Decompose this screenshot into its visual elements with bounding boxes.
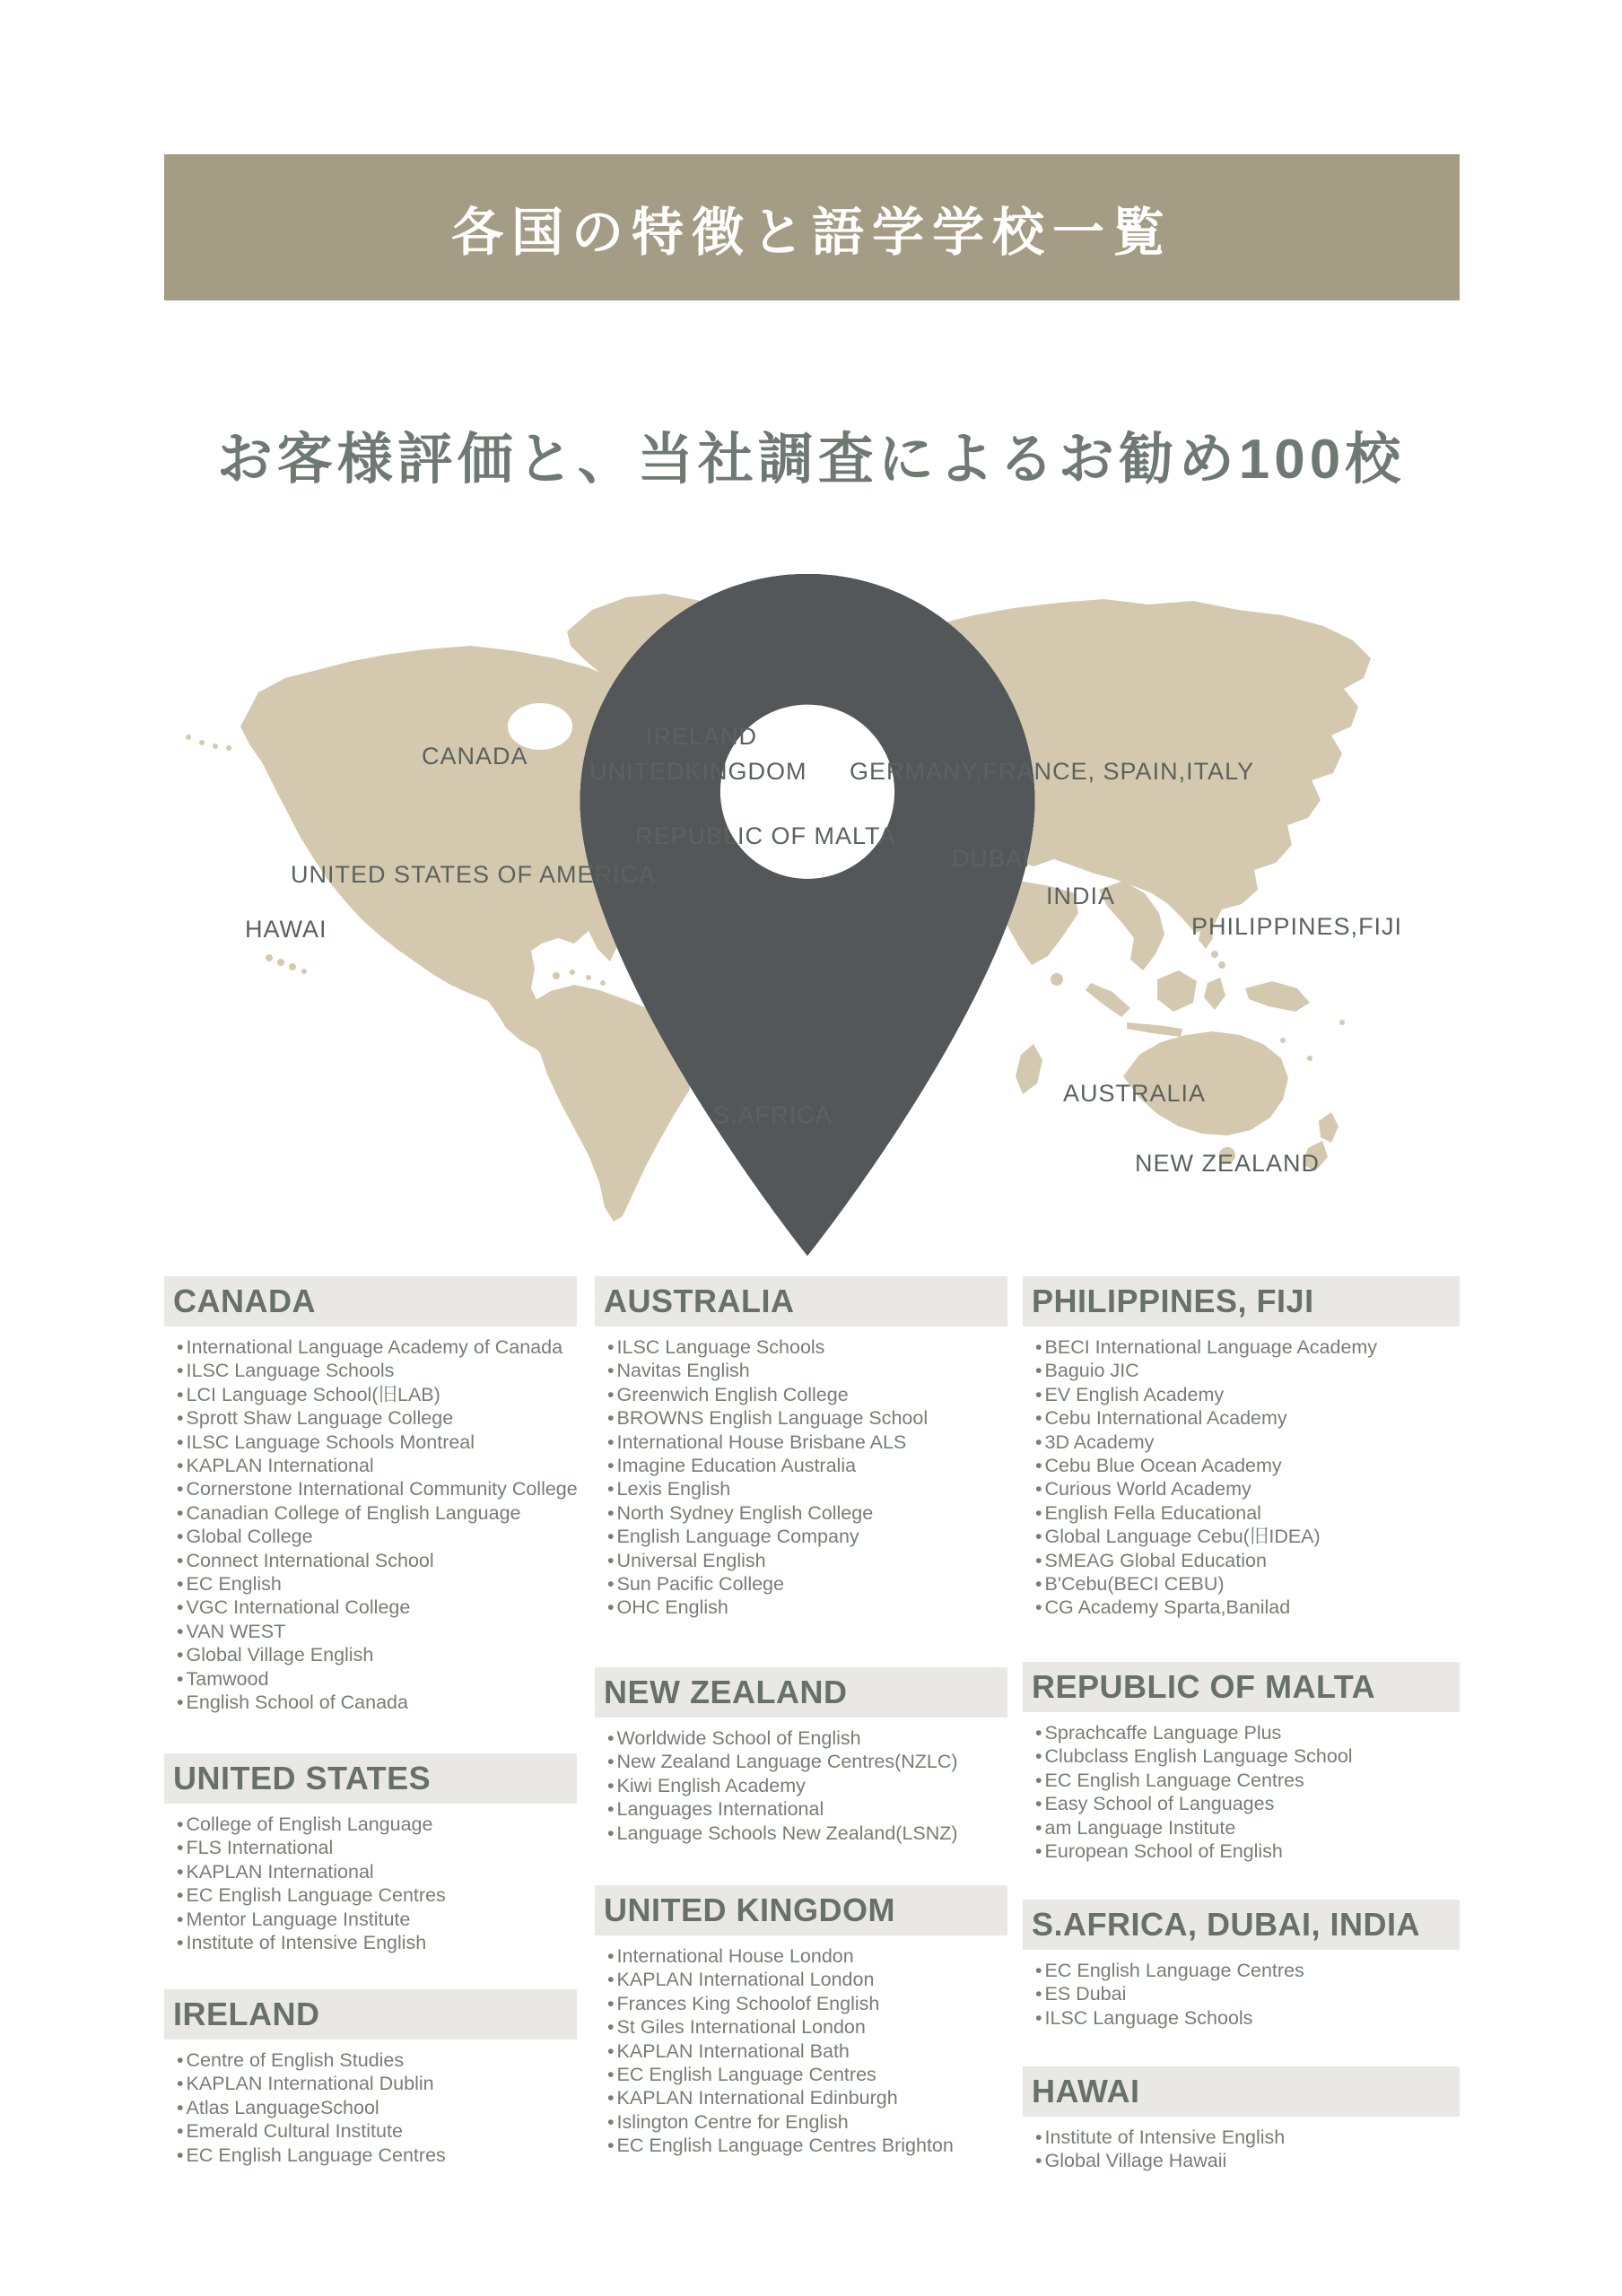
- section-australia: [595, 1276, 1007, 1620]
- section-header-australia: [595, 1276, 1007, 1326]
- school-item: • English School of Canada: [177, 1691, 577, 1714]
- map-label-australia: AUSTRALIA: [1063, 1080, 1207, 1107]
- school-item: • KAPLAN International: [177, 1454, 577, 1477]
- map-label-ireland: IRELAND: [646, 723, 758, 750]
- map-label-canada: CANADA: [422, 743, 528, 770]
- school-item: • Global College: [177, 1525, 577, 1548]
- section-header-canada: [164, 1276, 577, 1326]
- map-label-hawai: HAWAI: [245, 916, 327, 943]
- school-item: • Curious World Academy: [1035, 1477, 1460, 1500]
- school-list-hawai: [1023, 2126, 1460, 2173]
- school-item: • EC English Language Centres: [607, 2063, 1007, 2086]
- section-title: CANADA: [173, 1283, 316, 1319]
- section-title: HAWAI: [1032, 2073, 1140, 2109]
- school-item: • Navitas English: [607, 1359, 1007, 1382]
- school-item: • KAPLAN International Dublin: [177, 2072, 577, 2095]
- school-item: • 3D Academy: [1035, 1431, 1460, 1454]
- school-item: • Imagine Education Australia: [607, 1454, 1007, 1477]
- school-item: • FLS International: [177, 1836, 577, 1859]
- school-item: • Baguio JIC: [1035, 1359, 1460, 1382]
- school-item: • ILSC Language Schools: [607, 1335, 1007, 1359]
- school-item: • Easy School of Languages: [1035, 1792, 1460, 1815]
- section-republic-of-malta: [1023, 1662, 1460, 1863]
- school-item: • International Language Academy of Canada: [177, 1335, 577, 1359]
- world-map: [126, 574, 1489, 1256]
- section-header-united-states: [164, 1753, 577, 1804]
- school-item: • Emerald Cultural Institute: [177, 2119, 577, 2143]
- school-item: • Global Village English: [177, 1643, 577, 1666]
- school-item: • ES Dubai: [1035, 1982, 1460, 2005]
- section-title: REPUBLIC OF MALTA: [1032, 1668, 1376, 1705]
- school-item: • Kiwi English Academy: [607, 1774, 1007, 1797]
- section-united-states: [164, 1753, 577, 1954]
- school-item: • Cebu Blue Ocean Academy: [1035, 1454, 1460, 1477]
- school-item: • Language Schools New Zealand(LSNZ): [607, 1822, 1007, 1845]
- school-item: • am Language Institute: [1035, 1816, 1460, 1839]
- school-item: • Sprott Shaw Language College: [177, 1406, 577, 1430]
- school-item: • Canadian College of English Language: [177, 1501, 577, 1525]
- section-header-hawai: [1023, 2066, 1460, 2117]
- school-item: • EC English Language Centres: [1035, 1769, 1460, 1792]
- school-item: • North Sydney English College: [607, 1501, 1007, 1525]
- section-header-republic-of-malta: [1023, 1662, 1460, 1712]
- school-item: • Worldwide School of English: [607, 1726, 1007, 1750]
- map-label-s-africa: S.AFRICA: [713, 1101, 833, 1128]
- map-label-dubai: DUBAI: [952, 845, 1031, 872]
- school-item: • St Giles International London: [607, 2015, 1007, 2039]
- school-item: • Languages International: [607, 1797, 1007, 1821]
- school-item: • EC English Language Centres: [177, 2144, 577, 2167]
- school-item: • European School of English: [1035, 1839, 1460, 1863]
- school-item: • International House Brisbane ALS: [607, 1431, 1007, 1454]
- section-ireland: [164, 1989, 577, 2167]
- school-item: • Frances King Schoolof English: [607, 1992, 1007, 2015]
- school-item: • Sun Pacific College: [607, 1572, 1007, 1596]
- section-header-ireland: [164, 1989, 577, 2039]
- map-label-india: INDIA: [1046, 883, 1116, 909]
- title-banner: [164, 154, 1460, 300]
- section-s-africa-dubai-india: [1023, 1900, 1460, 2030]
- school-item: • Connect International School: [177, 1549, 577, 1572]
- school-item: • Institute of Intensive English: [177, 1931, 577, 1954]
- school-item: • VGC International College: [177, 1596, 577, 1619]
- school-list-australia: [595, 1335, 1007, 1620]
- map-label-germany-france-spain-italy: GERMANY,FRANCE, SPAIN,ITALY: [850, 758, 1255, 785]
- school-item: • Centre of English Studies: [177, 2048, 577, 2072]
- school-item: • BECI International Language Academy: [1035, 1335, 1460, 1359]
- section-hawai: [1023, 2066, 1460, 2173]
- map-label-republic-of-malta: REPUBLIC OF MALTA: [635, 822, 896, 849]
- school-item: • Atlas LanguageSchool: [177, 2096, 577, 2119]
- school-item: • ILSC Language Schools Montreal: [177, 1431, 577, 1454]
- school-item: • KAPLAN International Bath: [607, 2039, 1007, 2063]
- section-title: IRELAND: [173, 1996, 320, 2032]
- school-item: • EC English: [177, 1572, 577, 1596]
- school-list-new-zealand: [595, 1726, 1007, 1845]
- school-list-republic-of-malta: [1023, 1721, 1460, 1863]
- school-item: • Cebu International Academy: [1035, 1406, 1460, 1430]
- section-title: UNITED KINGDOM: [604, 1892, 895, 1928]
- section-title: UNITED STATES: [173, 1760, 432, 1796]
- map-label-united-states: UNITED STATES OF AMERICA: [291, 861, 657, 888]
- map-label-philippines-fiji: PHILIPPINES,FIJI: [1191, 913, 1403, 940]
- school-list-united-states: [164, 1813, 577, 1954]
- section-canada: [164, 1276, 577, 1715]
- section-title: PHILIPPINES, FIJI: [1032, 1283, 1314, 1319]
- school-item: • KAPLAN International: [177, 1860, 577, 1883]
- school-item: • KAPLAN International Edinburgh: [607, 2086, 1007, 2109]
- page-title: 各国の特徴と語学学校一覧: [450, 203, 1173, 262]
- school-item: • CG Academy Sparta,Banilad: [1035, 1596, 1460, 1619]
- section-title: S.AFRICA, DUBAI, INDIA: [1032, 1906, 1420, 1943]
- school-item: • College of English Language: [177, 1813, 577, 1836]
- school-item: • Tamwood: [177, 1667, 577, 1691]
- school-item: • English Fella Educational: [1035, 1501, 1460, 1525]
- school-item: • BROWNS English Language School: [607, 1406, 1007, 1430]
- school-item: • LCI Language School(旧LAB): [177, 1383, 577, 1406]
- school-item: • Universal English: [607, 1549, 1007, 1572]
- school-item: • EV English Academy: [1035, 1383, 1460, 1406]
- school-list-united-kingdom: [595, 1944, 1007, 2158]
- school-item: • EC English Language Centres: [177, 1883, 577, 1907]
- school-item: • ILSC Language Schools: [177, 1359, 577, 1382]
- school-item: • SMEAG Global Education: [1035, 1549, 1460, 1572]
- school-item: • KAPLAN International London: [607, 1968, 1007, 1991]
- school-item: • International House London: [607, 1944, 1007, 1968]
- section-header-s-africa-dubai-india: [1023, 1900, 1460, 1950]
- school-list-philippines-fiji: [1023, 1335, 1460, 1620]
- school-item: • New Zealand Language Centres(NZLC): [607, 1750, 1007, 1773]
- school-item: • OHC English: [607, 1596, 1007, 1619]
- school-item: • EC English Language Centres: [1035, 1959, 1460, 1982]
- school-item: • English Language Company: [607, 1525, 1007, 1548]
- school-item: • Lexis English: [607, 1477, 1007, 1500]
- school-item: • Global Language Cebu(旧IDEA): [1035, 1525, 1460, 1548]
- school-item: • Sprachcaffe Language Plus: [1035, 1721, 1460, 1744]
- school-item: • Islington Centre for English: [607, 2110, 1007, 2134]
- school-item: • Mentor Language Institute: [177, 1908, 577, 1931]
- section-header-united-kingdom: [595, 1885, 1007, 1935]
- section-header-new-zealand: [595, 1667, 1007, 1718]
- school-item: • Cornerstone International Community College: [177, 1477, 577, 1500]
- school-item: • EC English Language Centres Brighton: [607, 2134, 1007, 2157]
- school-item: • Greenwich English College: [607, 1383, 1007, 1406]
- map-label-united-kingdom: UNITEDKINGDOM: [589, 758, 807, 785]
- school-item: • Institute of Intensive English: [1035, 2126, 1460, 2149]
- school-item: • ILSC Language Schools: [1035, 2006, 1460, 2030]
- school-item: • VAN WEST: [177, 1620, 577, 1643]
- section-title: AUSTRALIA: [604, 1283, 795, 1319]
- section-header-philippines-fiji: [1023, 1276, 1460, 1326]
- school-item: • B'Cebu(BECI CEBU): [1035, 1572, 1460, 1596]
- school-list-ireland: [164, 2048, 577, 2167]
- school-item: • Global Village Hawaii: [1035, 2149, 1460, 2172]
- section-united-kingdom: [595, 1885, 1007, 2158]
- section-philippines-fiji: [1023, 1276, 1460, 1620]
- section-new-zealand: [595, 1667, 1007, 1845]
- school-item: • Clubclass English Language School: [1035, 1744, 1460, 1768]
- map-label-new-zealand: NEW ZEALAND: [1135, 1150, 1321, 1177]
- school-list-canada: [164, 1335, 577, 1715]
- school-list-s-africa-dubai-india: [1023, 1959, 1460, 2030]
- page-subtitle: お客様評価と、当社調査によるお勧め100校: [216, 429, 1406, 491]
- section-title: NEW ZEALAND: [604, 1674, 848, 1710]
